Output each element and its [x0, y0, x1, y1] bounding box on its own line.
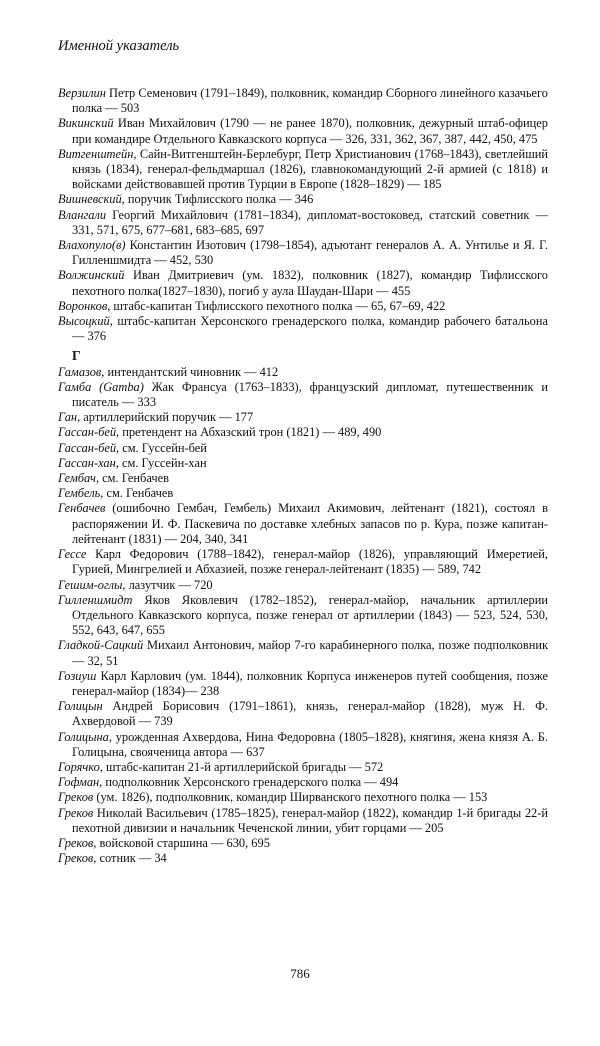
entry-text: Петр Семенович (1791–1849), полковник, командир Сборного линейного казачьего полка — 503 [72, 86, 548, 116]
entry-name: Верзилин [58, 86, 106, 100]
index-entry [58, 238, 548, 268]
index-entry [58, 299, 548, 314]
index-entry [58, 501, 548, 547]
entry-name: Гамба (Gamba) [58, 379, 144, 394]
entry-name: Генбачев [58, 501, 106, 516]
entry-text: Иван Дмитриевич (ум. 1832), полковник (1827), командир Тифлисского пехотного полка(1827–1830), погиб у аула Шаудан-Шари — 455 [72, 268, 548, 298]
index-entry [58, 806, 548, 836]
page-number: 786 [290, 966, 310, 981]
index-entry [58, 790, 548, 805]
index-entry [58, 425, 548, 440]
index-entry [58, 669, 548, 699]
entry-name: Гладкой-Сацкий [58, 638, 144, 653]
entry-name: Голицына, [58, 729, 112, 744]
entry-name: Гессе [58, 547, 87, 562]
entry-name: Гассан-бей, [58, 440, 120, 455]
entry-text: см. Генбачев [103, 486, 174, 501]
entry-text: поручик Тифлисского полка — 346 [124, 192, 314, 207]
entry-name: Влангали [58, 207, 107, 222]
entry-name: Греков, [58, 835, 97, 850]
entry-name: Ган, [58, 410, 81, 425]
index-entry [58, 471, 548, 486]
entry-text: Иван Михайлович (1790 — не ранее 1870), полковник, дежурный штаб-офицер при командире Отдельного Кавказского корпуса — 326, 331, 362, 367, 387, 442, 450, 475 [72, 116, 548, 146]
index-entries [58, 86, 548, 866]
index-entry [58, 365, 548, 380]
entry-text: претендент на Абхазский трон (1821) — 489, 490 [119, 425, 382, 440]
entry-text: Сайн-Витгенштейн-Берлебург, Петр Христианович (1768–1843), светлейший князь (1834), генерал-фельдмаршал (1826), главнокомандующий 2-й армией (с 1818) и войсками действовавшей против Турции в Европе (1828–1829) — 185 [72, 146, 548, 192]
entry-text: сотник — 34 [96, 851, 167, 866]
entry-text: штабс-капитан 21-й артиллерийской бригады — 572 [102, 759, 384, 774]
entry-text: Георгий Михайлович (1781–1834), дипломат-востоковед, статский советник — 331, 571, 675, 677–681, 683–685, 697 [72, 207, 548, 237]
entry-text: лазутчик — 720 [125, 577, 213, 592]
index-entry [58, 208, 548, 238]
index-entry [58, 775, 548, 790]
index-entry [58, 638, 548, 668]
index-entry [58, 410, 548, 425]
index-entry [58, 192, 548, 207]
entry-name: Горячко, [58, 759, 103, 774]
index-entry [58, 699, 548, 729]
entry-text: Михаил Антонович, майор 7-го карабинерного полка, позже подполковник — 32, 51 [72, 638, 548, 668]
entry-text: см. Гуссейн-бей [119, 440, 207, 455]
entry-text: урожденная Ахвердова, Нина Федоровна (1805–1828), княгиня, жена князя А. Б. Голицына, свояченица автора — 637 [72, 729, 548, 759]
entry-name: Вишневский, [58, 192, 125, 207]
index-entry [58, 456, 548, 471]
index-entry [58, 760, 548, 775]
index-entry [58, 441, 548, 456]
index-entry [58, 851, 548, 866]
entry-text: см. Генбачев [99, 471, 169, 486]
entry-name: Викинский [58, 116, 114, 131]
entry-text: Карл Федорович (1788–1842), генерал-майор (1826), управляющий Имеретией, Гурией, Мингрелией и Абхазией, позже генерал-лейтенант (1835) — 589, 742 [72, 547, 548, 577]
entry-name: Гембель, [58, 486, 104, 501]
index-entry [58, 578, 548, 593]
index-entry [58, 147, 548, 193]
entry-text: Жак Франсуа (1763–1833), французский дипломат, путешественник и писатель — 333 [72, 379, 548, 410]
entry-name: Гилленшмидт [58, 592, 133, 607]
entry-name: Влахопуло(в) [58, 238, 126, 253]
entry-name: Греков [58, 805, 94, 820]
index-entry [58, 268, 548, 298]
entry-text: Андрей Борисович (1791–1861), князь, генерал-майор (1828), муж Н. Ф. Ахвердовой — 739 [72, 699, 548, 729]
entry-text: артиллерийский поручик — 177 [80, 410, 254, 425]
entry-name: Волжинский [58, 268, 125, 283]
entry-name: Гембач, [58, 471, 100, 486]
entry-name: Гозиуш [58, 668, 97, 683]
index-entry [58, 314, 548, 344]
entry-text: войсковой старшина — 630, 695 [96, 835, 270, 850]
index-entry [58, 730, 548, 760]
index-entry [58, 116, 548, 146]
index-entry [58, 86, 548, 116]
entry-name: Гассан-бей, [58, 425, 120, 440]
entry-text: Николай Васильевич (1785–1825), генерал-майор (1822), командир 1-й бригады 22-й пехотной дивизии и начальник Чеченской линии, убит горцами — 205 [72, 805, 548, 835]
entry-text: (ошибочно Гембач, Гембель) Михаил Акимович, лейтенант (1821), состоял в распоряжении И. Ф. Паскевича по доставке хлебных запасов по р. Кура, позже капитан-лейтенант (1831) — 204, 340, 341 [72, 501, 548, 546]
entry-name: Гамазов, [58, 364, 105, 379]
entry-name: Высоцкий, [58, 314, 113, 329]
entry-text: см. Гуссейн-хан [118, 455, 207, 470]
entry-text: Карл Карлович (ум. 1844), полковник Корпуса инженеров путей сообщения, позже генерал-майор (1834)— 238 [72, 668, 548, 698]
page-header: Именной указатель [58, 38, 180, 54]
entry-name: Гешим-оглы, [58, 577, 126, 592]
index-entry [58, 486, 548, 501]
entry-text: штабс-капитан Тифлисского пехотного полка — 65, 67–69, 422 [110, 298, 446, 313]
entry-text: Константин Изотович (1798–1854), адъютант генералов А. А. Унтилье и Я. Г. Гилленшмидта — 452, 530 [72, 238, 548, 268]
entry-text: подполковник Херсонского гренадерского полка — 494 [102, 775, 399, 790]
index-entry [58, 380, 548, 410]
index-entry [58, 836, 548, 851]
entry-name: Греков, [58, 851, 97, 866]
entry-name: Воронков, [58, 298, 111, 313]
entry-text: Яков Яковлевич (1782–1852), генерал-майор, начальник артиллерии Отдельного Кавказского корпуса, позже генерал от артиллерии (1843) — 523, 524, 530, 552, 643, 647, 655 [72, 592, 548, 638]
entry-name: Греков [58, 790, 94, 805]
entry-name: Гофман, [58, 775, 103, 790]
section-letter: Г [72, 348, 81, 364]
entry-name: Голицын [58, 699, 103, 714]
index-entry [58, 547, 548, 577]
index-entry [58, 593, 548, 639]
entry-text: штабс-капитан Херсонского гренадерского полка, командир рабочего батальона — 376 [72, 314, 548, 344]
entry-text: интендантский чиновник — 412 [104, 364, 279, 379]
entry-text: (ум. 1826), подполковник, командир Ширванского пехотного полка — 153 [93, 790, 488, 805]
entry-name: Витгенштейн, [58, 146, 137, 161]
entry-name: Гассан-хан, [58, 455, 119, 470]
